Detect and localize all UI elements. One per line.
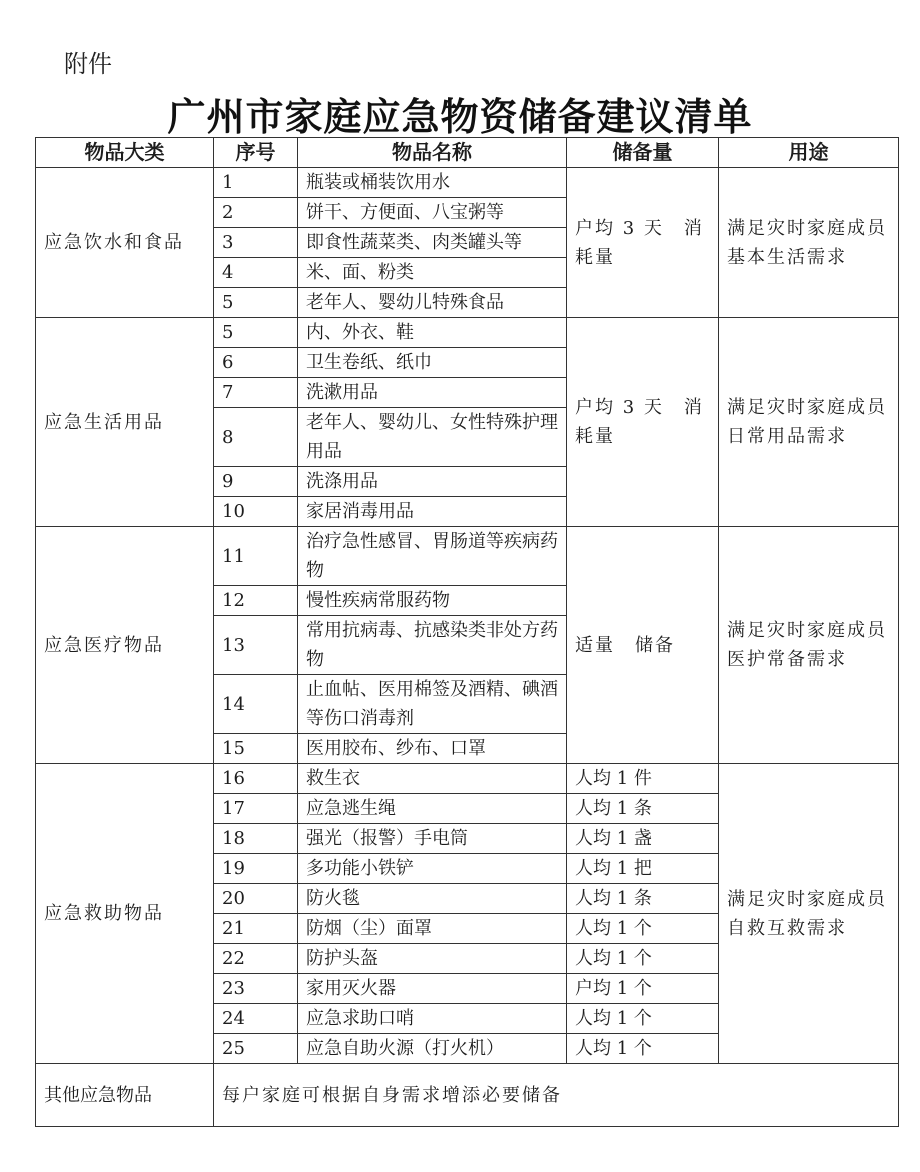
header-number: 序号 xyxy=(214,138,298,168)
supply-table xyxy=(35,137,899,1127)
item-quantity: 人均 1 个 xyxy=(567,1034,719,1064)
item-name: 强光（报警）手电筒 xyxy=(298,824,567,854)
item-number: 13 xyxy=(214,616,298,675)
table-row xyxy=(36,168,899,198)
storage-cell: 适量 储备 xyxy=(567,527,719,764)
item-number: 5 xyxy=(214,318,298,348)
item-name: 应急自助火源（打火机） xyxy=(298,1034,567,1064)
item-name: 洗漱用品 xyxy=(298,378,567,408)
item-quantity: 人均 1 个 xyxy=(567,914,719,944)
item-number: 6 xyxy=(214,348,298,378)
other-row xyxy=(36,1064,899,1127)
item-name: 防护头盔 xyxy=(298,944,567,974)
item-name: 治疗急性感冒、胃肠道等疾病药物 xyxy=(298,527,567,586)
table-row xyxy=(36,764,899,794)
item-quantity: 人均 1 条 xyxy=(567,884,719,914)
item-number: 5 xyxy=(214,288,298,318)
purpose-cell: 满足灾时家庭成员基本生活需求 xyxy=(719,168,899,318)
purpose-cell: 满足灾时家庭成员日常用品需求 xyxy=(719,318,899,527)
item-name: 防烟（尘）面罩 xyxy=(298,914,567,944)
item-quantity: 户均 1 个 xyxy=(567,974,719,1004)
item-number: 23 xyxy=(214,974,298,1004)
item-number: 2 xyxy=(214,198,298,228)
document-title: 广州市家庭应急物资储备建议清单 xyxy=(167,94,753,139)
item-quantity: 人均 1 盏 xyxy=(567,824,719,854)
other-category-cell: 其他应急物品 xyxy=(36,1064,214,1127)
table-header-row xyxy=(36,138,899,168)
item-number: 11 xyxy=(214,527,298,586)
other-description-cell: 每户家庭可根据自身需求增添必要储备 xyxy=(214,1064,899,1127)
item-name: 老年人、婴幼儿特殊食品 xyxy=(298,288,567,318)
item-name: 医用胶布、纱布、口罩 xyxy=(298,734,567,764)
item-number: 21 xyxy=(214,914,298,944)
item-number: 22 xyxy=(214,944,298,974)
storage-cell: 户均 3 天 消耗量 xyxy=(567,318,719,527)
item-number: 18 xyxy=(214,824,298,854)
item-quantity: 人均 1 件 xyxy=(567,764,719,794)
item-number: 19 xyxy=(214,854,298,884)
item-name: 即食性蔬菜类、肉类罐头等 xyxy=(298,228,567,258)
item-number: 8 xyxy=(214,408,298,467)
item-number: 12 xyxy=(214,586,298,616)
item-number: 7 xyxy=(214,378,298,408)
item-quantity: 人均 1 个 xyxy=(567,944,719,974)
item-name: 救生衣 xyxy=(298,764,567,794)
item-number: 14 xyxy=(214,675,298,734)
item-number: 17 xyxy=(214,794,298,824)
category-cell: 应急救助物品 xyxy=(36,764,214,1064)
item-name: 内、外衣、鞋 xyxy=(298,318,567,348)
table-row xyxy=(36,318,899,348)
item-number: 10 xyxy=(214,497,298,527)
item-name: 米、面、粉类 xyxy=(298,258,567,288)
item-name: 防火毯 xyxy=(298,884,567,914)
item-name: 慢性疾病常服药物 xyxy=(298,586,567,616)
purpose-cell: 满足灾时家庭成员医护常备需求 xyxy=(719,527,899,764)
table-row xyxy=(36,527,899,586)
item-name: 瓶装或桶装饮用水 xyxy=(298,168,567,198)
item-name: 应急逃生绳 xyxy=(298,794,567,824)
header-category: 物品大类 xyxy=(36,138,214,168)
item-name: 多功能小铁铲 xyxy=(298,854,567,884)
item-number: 16 xyxy=(214,764,298,794)
item-number: 15 xyxy=(214,734,298,764)
item-name: 洗涤用品 xyxy=(298,467,567,497)
item-name: 止血帖、医用棉签及酒精、碘酒等伤口消毒剂 xyxy=(298,675,567,734)
category-cell: 应急生活用品 xyxy=(36,318,214,527)
purpose-cell: 满足灾时家庭成员自救互救需求 xyxy=(719,764,899,1064)
item-number: 25 xyxy=(214,1034,298,1064)
item-name: 家居消毒用品 xyxy=(298,497,567,527)
header-purpose: 用途 xyxy=(719,138,899,168)
item-name: 卫生卷纸、纸巾 xyxy=(298,348,567,378)
item-name: 老年人、婴幼儿、女性特殊护理用品 xyxy=(298,408,567,467)
item-quantity: 人均 1 把 xyxy=(567,854,719,884)
item-name: 应急求助口哨 xyxy=(298,1004,567,1034)
header-item-name: 物品名称 xyxy=(298,138,567,168)
category-cell: 应急医疗物品 xyxy=(36,527,214,764)
item-quantity: 人均 1 个 xyxy=(567,1004,719,1034)
item-number: 20 xyxy=(214,884,298,914)
item-number: 1 xyxy=(214,168,298,198)
item-number: 4 xyxy=(214,258,298,288)
item-name: 家用灭火器 xyxy=(298,974,567,1004)
item-name: 常用抗病毒、抗感染类非处方药物 xyxy=(298,616,567,675)
header-storage: 储备量 xyxy=(567,138,719,168)
attachment-label: 附件 xyxy=(64,50,112,78)
item-number: 24 xyxy=(214,1004,298,1034)
item-number: 3 xyxy=(214,228,298,258)
category-cell: 应急饮水和食品 xyxy=(36,168,214,318)
item-name: 饼干、方便面、八宝粥等 xyxy=(298,198,567,228)
item-quantity: 人均 1 条 xyxy=(567,794,719,824)
item-number: 9 xyxy=(214,467,298,497)
storage-cell: 户均 3 天 消耗量 xyxy=(567,168,719,318)
